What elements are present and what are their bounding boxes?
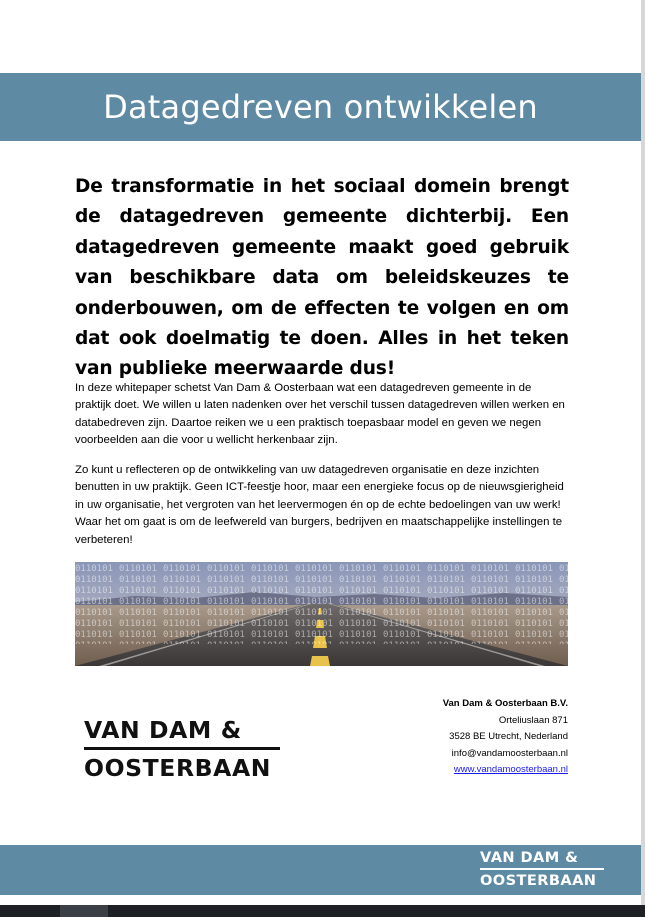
body-paragraph-2: Zo kunt u reflecteren op de ontwikkeling van uw datagedreven organisatie en deze inzichten benutten in uw praktijk. Geen ICT-feestje hoor, maar een energieke focus op de nieuwsgierigheid in uw organisatie, het vergroten van het leervermogen én op de echte bedoelingen van uw werk! Waar het om gaat is om de leefwereld van burgers, bedrijven en maatschappelijke instellingen te verbeteren!: [75, 464, 564, 546]
footer-logo-line-1: VAN DAM &: [480, 849, 579, 866]
footer-logo: [480, 849, 606, 889]
title-banner: [0, 73, 641, 141]
city-address: 3528 BE Utrecht, Nederland: [449, 731, 568, 742]
logo-line-1: VAN DAM &: [84, 716, 242, 744]
road-binary-image: [75, 562, 568, 666]
logo-line-2: OOSTERBAAN: [84, 754, 272, 782]
footer-logo-rule: [480, 868, 604, 870]
lead-paragraph: De transformatie in het sociaal domein brengt de datagedreven gemeente dichterbij. Een datagedreven gemeente maakt goed gebruik van beschikbare data om beleidskeuzes te onderbouwen, om de effecten te volgen en om dat ook doelmatig te doen. Alles in het teken van publieke meerwaarde dus!: [75, 176, 569, 380]
company-name: Van Dam & Oosterbaan B.V.: [442, 698, 568, 709]
street-address: Orteliuslaan 871: [498, 714, 568, 726]
bottom-bar: [0, 905, 645, 917]
contact-block: [443, 696, 568, 779]
page-edge: [641, 0, 645, 905]
company-logo: [84, 716, 284, 782]
page-title: Datagedreven ontwikkelen: [103, 88, 538, 126]
website-link[interactable]: www.vandamoosterbaan.nl: [453, 764, 568, 775]
email-address: info@vandamoosterbaan.nl: [451, 747, 568, 759]
logo-rule: [84, 747, 280, 750]
body-paragraph-1: In deze whitepaper schetst Van Dam & Oosterbaan wat een datagedreven gemeente in de praktijk doet. We willen u laten nadenken over het verschil tussen datagedreven willen werken en databedreven zijn. Daartoe reiken we u een praktisch toepasbaar model en geven we negen voorbeelden aan die voor u wellicht herkenbaar zijn.: [75, 382, 565, 447]
bottom-bar-segment: [60, 905, 108, 917]
footer-logo-line-2: OOSTERBAAN: [480, 872, 597, 889]
